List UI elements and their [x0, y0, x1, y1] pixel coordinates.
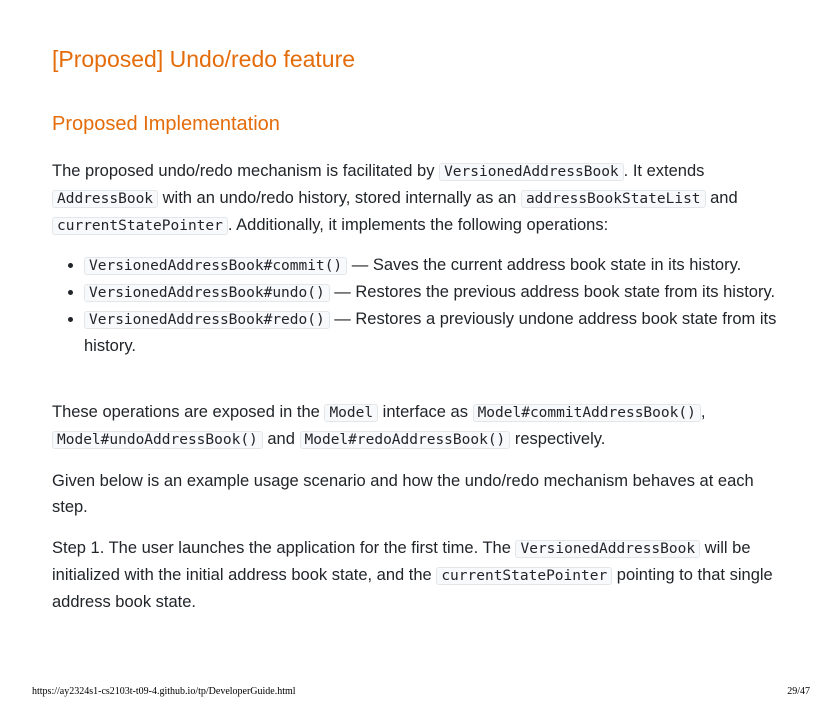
model-paragraph	[52, 399, 792, 453]
list-item	[84, 252, 824, 279]
inline-code: VersionedAddressBook	[439, 163, 624, 181]
inline-code: VersionedAddressBook#commit()	[84, 257, 347, 275]
inline-code: currentStatePointer	[52, 217, 228, 235]
text: respectively.	[510, 430, 606, 448]
inline-code: VersionedAddressBook#undo()	[84, 284, 330, 302]
operations-list	[52, 252, 824, 359]
page-number: 29/47	[787, 686, 810, 697]
text: and	[262, 430, 300, 448]
text: interface as	[378, 403, 473, 421]
subsection-heading: Proposed Implementation	[52, 113, 280, 135]
text: — Restores a previously undone address book state from its history.	[84, 310, 777, 355]
text: . Additionally, it implements the following operations:	[227, 216, 609, 234]
text: ,	[700, 403, 706, 421]
text: These operations are exposed in the	[52, 403, 325, 421]
inline-code: VersionedAddressBook	[515, 540, 700, 558]
inline-code: currentStatePointer	[436, 567, 612, 585]
text: pointing to that single address book state.	[52, 566, 773, 611]
text: — Saves the current address book state in its history.	[347, 256, 742, 274]
inline-code: Model#undoAddressBook()	[52, 431, 263, 449]
intro-paragraph	[52, 158, 792, 239]
section-heading: [Proposed] Undo/redo feature	[52, 46, 356, 72]
text: The proposed undo/redo mechanism is facilitated by	[52, 162, 440, 180]
list-item	[84, 279, 824, 306]
step1-paragraph	[52, 535, 792, 615]
text: . It extends	[623, 162, 705, 180]
text: — Restores the previous address book state from its history.	[329, 283, 776, 301]
footer-url: https://ay2324s1-cs2103t-t09-4.github.io/tp/DeveloperGuide.html	[32, 686, 296, 697]
list-item	[84, 306, 824, 359]
inline-code: Model#commitAddressBook()	[473, 404, 701, 422]
text: will be initialized with the initial address book state, and the	[52, 539, 751, 584]
inline-code: addressBookStateList	[521, 190, 706, 208]
inline-code: AddressBook	[52, 190, 158, 208]
inline-code: VersionedAddressBook#redo()	[84, 311, 330, 329]
scenario-paragraph: Given below is an example usage scenario and how the undo/redo mechanism behaves at each step.	[52, 472, 754, 516]
inline-code: Model#redoAddressBook()	[300, 431, 511, 449]
text: and	[705, 189, 738, 207]
inline-code: Model	[324, 404, 378, 422]
text: Step 1. The user launches the application for the first time. The	[52, 539, 516, 557]
text: with an undo/redo history, stored internally as an	[158, 189, 521, 207]
